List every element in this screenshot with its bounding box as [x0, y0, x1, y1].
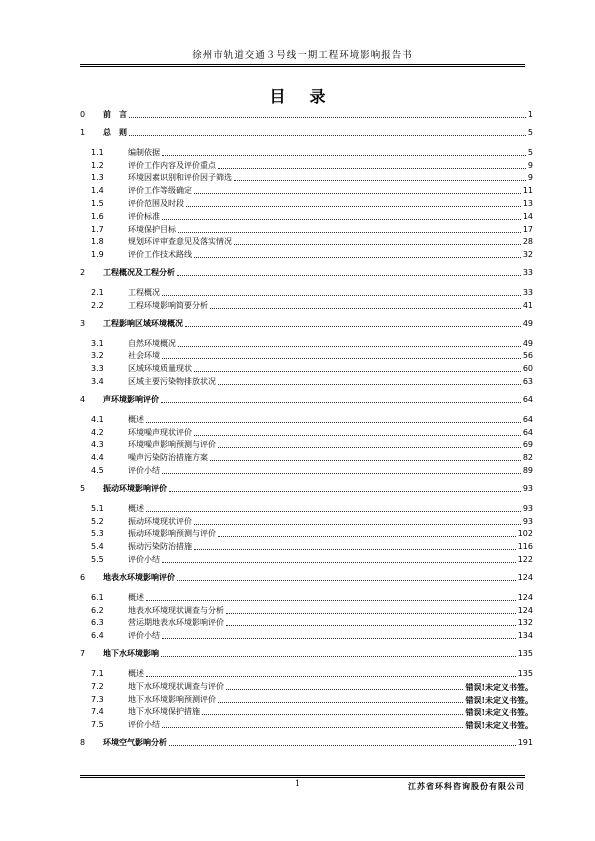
- toc-entry-title: 环境因素识别和评价因子筛选: [128, 173, 232, 183]
- toc-section-entry[interactable]: [80, 617, 533, 630]
- toc-entry-title: 地下水环境现状调查与评价: [128, 681, 224, 691]
- toc-section-entry[interactable]: [80, 528, 533, 541]
- toc-entry-number: 7.1: [91, 668, 104, 678]
- toc-entry-title: 概述: [128, 592, 144, 602]
- toc-entry-number: 5.2: [91, 516, 104, 526]
- dot-leader: [185, 326, 521, 327]
- toc-chapter-entry[interactable]: [80, 483, 533, 495]
- toc-entry-title: 环境噪声影响预测与评价: [128, 440, 216, 450]
- toc-entry-number: 7.5: [91, 720, 104, 730]
- toc-entry-page: 132: [517, 618, 533, 628]
- dot-leader: [162, 562, 516, 563]
- dot-leader: [178, 346, 521, 347]
- toc-entry-page: 49: [522, 338, 533, 348]
- toc-entry-number: 2.1: [91, 287, 104, 297]
- toc-entry-page: 122: [517, 554, 533, 564]
- toc-entry-number: 5: [80, 483, 86, 493]
- dot-leader: [129, 135, 526, 136]
- toc-entry-title: 编制依据: [128, 147, 160, 157]
- toc-entry-number: 7: [80, 649, 86, 659]
- toc-entry-title: 评价工作技术路线: [128, 250, 192, 260]
- toc-entry-title: 前 言: [103, 110, 127, 119]
- toc-entry-number: 5.3: [91, 529, 104, 539]
- page-number: 1: [294, 779, 301, 788]
- toc-entry-number: 1.5: [91, 198, 104, 208]
- toc-entry-title: 区域主要污染物排放状况: [128, 376, 216, 386]
- toc-entry-title: 地下水环境影响: [103, 649, 159, 659]
- toc-section-entry[interactable]: [80, 604, 533, 617]
- toc-entry-number: 4.4: [91, 453, 104, 463]
- toc-section-entry[interactable]: [80, 464, 533, 477]
- toc-entry-number: 2.2: [91, 300, 104, 310]
- toc-chapter-entry[interactable]: [80, 648, 533, 660]
- table-of-contents: [80, 109, 533, 749]
- header-rule: [80, 64, 525, 65]
- toc-entry-page: 64: [522, 427, 533, 437]
- toc-section-entry[interactable]: [80, 197, 533, 210]
- toc-entry-page: 32: [522, 250, 533, 260]
- toc-entry-number: 5.5: [91, 554, 104, 564]
- dot-leader: [146, 511, 521, 512]
- toc-entry-page: 134: [517, 631, 533, 641]
- toc-entry-title: 评价小结: [128, 631, 160, 641]
- toc-entry-page: 64: [522, 414, 533, 424]
- toc-entry-number: 6.3: [91, 618, 104, 628]
- toc-entry-title: 评价工作等级确定: [128, 186, 192, 196]
- toc-section-entry[interactable]: [80, 451, 533, 464]
- toc-entry-number: 8: [80, 738, 86, 748]
- toc-entry-page: 69: [522, 440, 533, 450]
- toc-entry-page: 191: [517, 738, 533, 748]
- toc-entry-title: 概述: [128, 503, 144, 513]
- toc-entry-title: 振动环境现状评价: [128, 516, 192, 526]
- toc-entry-title: 环境噪声现状评价: [128, 427, 192, 437]
- toc-section-entry[interactable]: [80, 718, 533, 731]
- toc-entry-number: 7.2: [91, 681, 104, 691]
- toc-entry-title: 评价标准: [128, 211, 160, 221]
- toc-entry-title: 规划环评审查意见及落实情况: [128, 237, 232, 247]
- toc-entry-title: 评价小结: [128, 465, 160, 475]
- toc-entry-title: 工程影响区域环境概况: [103, 318, 183, 328]
- toc-entry-number: 3.4: [91, 376, 104, 386]
- dot-leader: [146, 600, 516, 601]
- toc-section-entry[interactable]: [80, 172, 533, 185]
- toc-section-entry[interactable]: [80, 515, 533, 528]
- toc-section-entry[interactable]: [80, 540, 533, 553]
- company-name: 江苏省环科咨询股份有限公司: [408, 781, 525, 791]
- toc-section-entry[interactable]: [80, 223, 533, 236]
- toc-entry-number: 6.1: [91, 592, 104, 602]
- toc-entry-page: 56: [522, 351, 533, 361]
- dot-leader: [161, 656, 516, 657]
- toc-entry-title: 总 则: [103, 128, 127, 137]
- toc-entry-number: 4.2: [91, 427, 104, 437]
- dot-leader: [162, 219, 521, 220]
- toc-section-entry[interactable]: [80, 375, 533, 388]
- dot-leader: [162, 358, 521, 359]
- toc-section-entry[interactable]: [80, 553, 533, 566]
- toc-entry-number: 5.4: [91, 542, 104, 552]
- toc-entry-number: 5.1: [91, 503, 104, 513]
- dot-leader: [210, 460, 521, 461]
- toc-entry-number: 1.4: [91, 186, 104, 196]
- toc-entry-page: 93: [522, 503, 533, 513]
- dot-leader: [218, 536, 516, 537]
- toc-entry-title: 振动环境影响评价: [103, 483, 167, 493]
- footer-rule-thin: [80, 777, 525, 778]
- dot-leader: [162, 638, 516, 639]
- dot-leader: [146, 676, 516, 677]
- toc-entry-page: 64: [522, 394, 533, 404]
- toc-section-entry[interactable]: [80, 337, 533, 350]
- toc-entry-number: 1.7: [91, 224, 104, 234]
- toc-entry-page: 9: [527, 173, 533, 183]
- toc-entry-number: 1.3: [91, 173, 104, 183]
- toc-entry-number: 1.1: [91, 147, 104, 157]
- toc-entry-number: 4.5: [91, 465, 104, 475]
- toc-entry-title: 区域环境质量现状: [128, 364, 192, 374]
- toc-section-entry[interactable]: [80, 362, 533, 375]
- toc-entry-number: 4.3: [91, 440, 104, 450]
- dot-leader: [162, 295, 521, 296]
- toc-entry-page: 9: [527, 160, 533, 170]
- toc-entry-page: 93: [522, 516, 533, 526]
- toc-entry-title: 环境保护目标: [128, 224, 176, 234]
- running-header: 徐州市轨道交通３号线一期工程环境影响报告书: [192, 50, 413, 61]
- toc-entry-page: 124: [517, 592, 533, 602]
- toc-entry-number: 1.9: [91, 250, 104, 260]
- dot-leader: [162, 727, 463, 728]
- toc-entry-title: 地表水环境影响评价: [103, 572, 175, 582]
- toc-chapter-entry[interactable]: [80, 318, 533, 330]
- dot-leader: [186, 206, 521, 207]
- toc-entry-page: 135: [517, 649, 533, 659]
- toc-entry-number: 6: [80, 572, 86, 582]
- toc-section-entry[interactable]: [80, 706, 533, 719]
- toc-entry-page: 错误!未定义书签。: [465, 707, 533, 718]
- dot-leader: [226, 625, 516, 626]
- dot-leader: [169, 491, 521, 492]
- dot-leader: [218, 384, 521, 385]
- toc-entry-title: 噪声污染防治措施方案: [128, 453, 208, 463]
- toc-entry-number: 1.8: [91, 237, 104, 247]
- toc-section-entry[interactable]: [80, 350, 533, 363]
- dot-leader: [177, 275, 521, 276]
- toc-section-entry[interactable]: [80, 210, 533, 223]
- dot-leader: [177, 580, 516, 581]
- toc-entry-page: 63: [522, 376, 533, 386]
- dot-leader: [234, 244, 521, 245]
- toc-entry-title: 评价小结: [128, 720, 160, 730]
- toc-entry-page: 13: [522, 198, 533, 208]
- toc-chapter-entry[interactable]: [80, 737, 533, 749]
- toc-section-entry[interactable]: [80, 680, 533, 693]
- toc-entry-page: 5: [527, 147, 533, 157]
- dot-leader: [161, 402, 521, 403]
- toc-entry-number: 1.6: [91, 211, 104, 221]
- toc-entry-page: 82: [522, 453, 533, 463]
- toc-entry-title: 评价工作内容及评价重点: [128, 160, 216, 170]
- dot-leader: [194, 257, 521, 258]
- toc-entry-page: 60: [522, 364, 533, 374]
- toc-entry-number: 7.3: [91, 694, 104, 704]
- toc-chapter-entry[interactable]: [80, 267, 533, 279]
- toc-entry-page: 124: [517, 605, 533, 615]
- toc-entry-number: 0: [80, 110, 86, 119]
- dot-leader: [178, 232, 521, 233]
- toc-entry-page: 102: [517, 529, 533, 539]
- dot-leader: [218, 447, 521, 448]
- dot-leader: [202, 714, 463, 715]
- dot-leader: [218, 168, 526, 169]
- toc-section-entry[interactable]: [80, 629, 533, 642]
- toc-entry-page: 28: [522, 237, 533, 247]
- toc-entry-number: 1: [80, 128, 86, 137]
- toc-section-entry[interactable]: [80, 184, 533, 197]
- toc-entry-number: 3.1: [91, 338, 104, 348]
- toc-entry-page: 14: [522, 211, 533, 221]
- toc-chapter-entry[interactable]: [80, 109, 533, 121]
- toc-section-entry[interactable]: [80, 286, 533, 299]
- dot-leader: [234, 180, 526, 181]
- dot-leader: [169, 745, 516, 746]
- dot-leader: [146, 422, 521, 423]
- toc-entry-number: 3.3: [91, 364, 104, 374]
- toc-entry-title: 工程概况及工程分析: [103, 268, 175, 278]
- toc-entry-title: 自然环境概况: [128, 338, 176, 348]
- toc-entry-page: 33: [522, 287, 533, 297]
- toc-entry-page: 11: [522, 186, 533, 196]
- toc-entry-page: 116: [517, 542, 533, 552]
- dot-leader: [162, 155, 526, 156]
- toc-chapter-entry[interactable]: [80, 394, 533, 406]
- toc-entry-page: 错误!未定义书签。: [465, 720, 533, 731]
- toc-entry-number: 7.4: [91, 707, 104, 717]
- toc-section-entry[interactable]: [80, 426, 533, 439]
- dot-leader: [194, 524, 521, 525]
- dot-leader: [194, 435, 521, 436]
- toc-section-entry[interactable]: [80, 159, 533, 172]
- toc-entry-page: 5: [527, 128, 533, 137]
- toc-entry-title: 工程环境影响简要分析: [128, 300, 208, 310]
- toc-entry-page: 89: [522, 465, 533, 475]
- toc-entry-title: 概述: [128, 414, 144, 424]
- toc-section-entry[interactable]: [80, 299, 533, 312]
- toc-entry-title: 营运期地表水环境影响评价: [128, 618, 224, 628]
- toc-entry-page: 错误!未定义书签。: [465, 681, 533, 692]
- toc-entry-page: 41: [522, 300, 533, 310]
- toc-entry-page: 1: [527, 110, 533, 119]
- dot-leader: [194, 549, 516, 550]
- toc-entry-title: 评价范围及时段: [128, 198, 184, 208]
- toc-section-entry[interactable]: [80, 146, 533, 159]
- toc-title: 目 录: [269, 87, 326, 106]
- toc-entry-page: 135: [517, 668, 533, 678]
- dot-leader: [210, 308, 521, 309]
- toc-section-entry[interactable]: [80, 693, 533, 706]
- toc-entry-title: 概述: [128, 668, 144, 678]
- toc-entry-number: 6.2: [91, 605, 104, 615]
- toc-section-entry[interactable]: [80, 236, 533, 249]
- toc-entry-number: 3.2: [91, 351, 104, 361]
- toc-entry-page: 124: [517, 572, 533, 582]
- toc-entry-page: 33: [522, 268, 533, 278]
- toc-entry-page: 49: [522, 318, 533, 328]
- toc-section-entry[interactable]: [80, 502, 533, 515]
- dot-leader: [194, 371, 521, 372]
- dot-leader: [226, 689, 463, 690]
- toc-entry-page: 17: [522, 224, 533, 234]
- toc-entry-title: 振动环境影响预测与评价: [128, 529, 216, 539]
- toc-entry-title: 地下水环境影响预测评价: [128, 694, 216, 704]
- toc-entry-page: 93: [522, 483, 533, 493]
- dot-leader: [194, 193, 521, 194]
- toc-entry-title: 工程概况: [128, 287, 160, 297]
- toc-section-entry[interactable]: [80, 248, 533, 261]
- toc-entry-page: 错误!未定义书签。: [465, 694, 533, 705]
- toc-entry-title: 声环境影响评价: [103, 394, 159, 404]
- toc-section-entry[interactable]: [80, 439, 533, 452]
- toc-entry-title: 振动污染防治措施: [128, 542, 192, 552]
- dot-leader: [226, 613, 516, 614]
- dot-leader: [218, 702, 463, 703]
- toc-entry-title: 社会环境: [128, 351, 160, 361]
- toc-entry-number: 1.2: [91, 160, 104, 170]
- toc-entry-number: 4.1: [91, 414, 104, 424]
- toc-section-entry[interactable]: [80, 591, 533, 604]
- toc-entry-number: 4: [80, 394, 86, 404]
- toc-chapter-entry[interactable]: [80, 127, 533, 139]
- toc-section-entry[interactable]: [80, 413, 533, 426]
- toc-entry-number: 3: [80, 318, 86, 328]
- header-rule-thin: [80, 66, 525, 67]
- toc-entry-number: 6.4: [91, 631, 104, 641]
- toc-entry-title: 评价小结: [128, 554, 160, 564]
- dot-leader: [129, 117, 526, 118]
- dot-leader: [162, 473, 521, 474]
- footer-rule: [80, 775, 525, 776]
- toc-entry-title: 地下水环境保护措施: [128, 707, 200, 717]
- toc-chapter-entry[interactable]: [80, 572, 533, 584]
- toc-entry-title: 地表水环境现状调查与分析: [128, 605, 224, 615]
- toc-entry-title: 环境空气影响分析: [103, 738, 167, 748]
- toc-section-entry[interactable]: [80, 667, 533, 680]
- toc-entry-number: 2: [80, 268, 86, 278]
